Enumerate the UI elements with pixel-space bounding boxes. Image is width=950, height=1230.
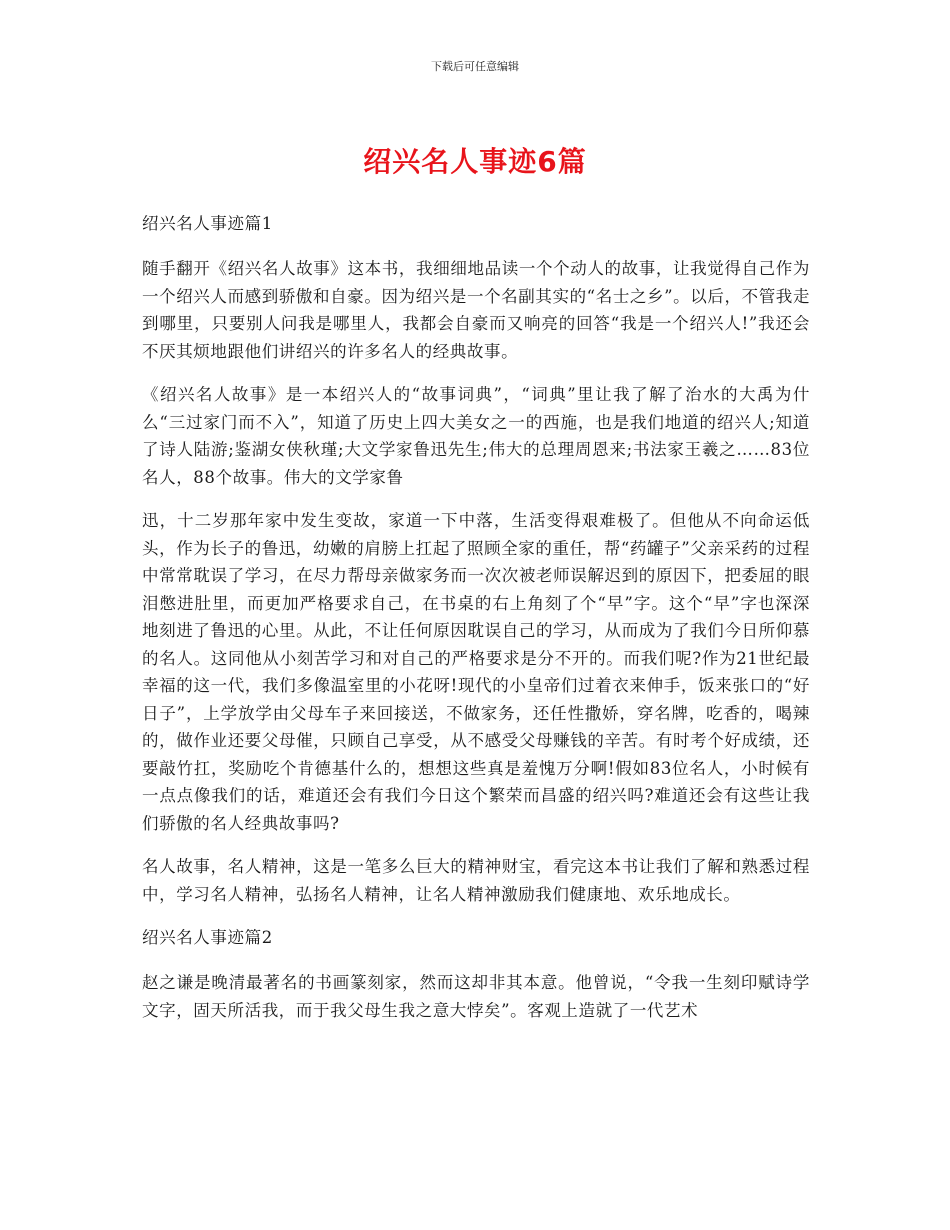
paragraph: 迅，十二岁那年家中发生变故，家道一下中落，生活变得艰难极了。但他从不向命运低头，作为长子的鲁迅，幼嫩的肩膀上扛起了照顾全家的重任，帮“药罐子”父亲采药的过程中常常耽误了学习，在尽力帮母亲做家务而一次次被老师误解迟到的原因下，把委屈的眼泪憋进肚里，而更加严格要求自己，在书桌的右上角刻了个“早”字。这个“早”字也深深地刻进了鲁迅的心里。从此，不让任何原因耽误自己的学习，从而成为了我们今日所仰慕的名人。这同他从小刻苦学习和对自己的严格要求是分不开的。而我们呢?作为21世纪最幸福的这一代，我们多像温室里的小花呀!现代的小皇帝们过着衣来伸手，饭来张口的“好日子”，上学放学由父母车子来回接送，不做家务，还任性撒娇，穿名牌，吃香的，喝辣的，做作业还要父母催，只顾自己享受，从不感受父母赚钱的辛苦。有时考个好成绩，还要敲竹扛，奖励吃个肯德基什么的，想想这些真是羞愧万分啊!假如83位名人，小时候有一点点像我们的话，难道还会有我们今日这个繁荣而昌盛的绍兴吗?难道还会有这些让我们骄傲的名人经典故事吗? [142, 511, 810, 833]
section-heading: 绍兴名人事迹篇2 [142, 928, 273, 947]
page-header-note: 下载后可任意编辑 [431, 60, 519, 73]
paragraph: 随手翻开《绍兴名人故事》这本书，我细细地品读一个个动人的故事，让我觉得自己作为一个绍兴人而感到骄傲和自豪。因为绍兴是一个名副其实的“名士之乡”。以后，不管我走到哪里，只要别人问我是哪里人，我都会自豪而又响亮的回答“我是一个绍兴人!”我还会不厌其烦地跟他们讲绍兴的许多名人的经典故事。 [142, 259, 810, 361]
paragraph: 赵之谦是晚清最著名的书画篆刻家，然而这却非其本意。他曾说，“令我一生刻印赋诗学文字，固天所活我，而于我父母生我之意大悖矣”。客观上造就了一代艺术 [142, 973, 810, 1020]
section-heading: 绍兴名人事迹篇1 [142, 214, 273, 233]
document-title: 绍兴名人事迹6篇 [363, 145, 587, 178]
paragraph: 《绍兴名人故事》是一本绍兴人的“故事词典”，“词典”里让我了解了治水的大禹为什么“三过家门而不入”，知道了历史上四大美女之一的西施，也是我们地道的绍兴人;知道了诗人陆游;鉴湖女侠秋瑾;大文学家鲁迅先生;伟大的总理周恩来;书法家王羲之……83位名人，88个故事。伟大的文学家鲁 [142, 385, 810, 487]
document-body [142, 210, 810, 1040]
paragraph: 名人故事，名人精神，这是一笔多么巨大的精神财宝，看完这本书让我们了解和熟悉过程中，学习名人精神，弘扬名人精神，让名人精神激励我们健康地、欢乐地成长。 [142, 857, 810, 904]
